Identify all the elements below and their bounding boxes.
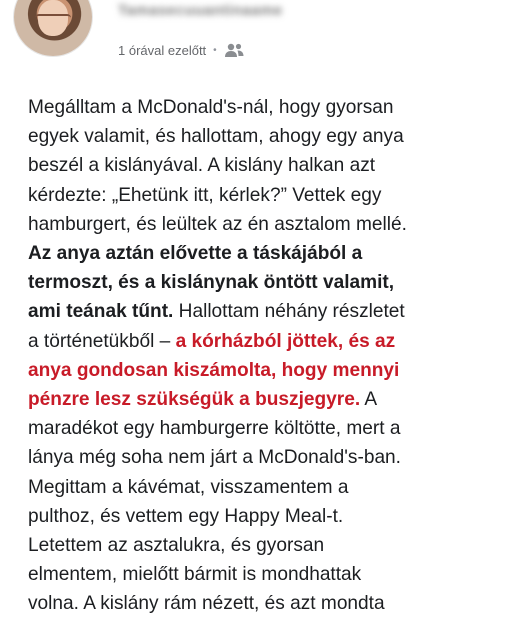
story-line: egyek valamit, és hallottam, ahogy egy anya (28, 126, 404, 148)
story-line (28, 327, 472, 356)
story-line (28, 385, 472, 414)
text-fragment: A (360, 389, 378, 411)
story-line: lánya még soha nem járt a McDonald's-ban. (28, 447, 401, 469)
bold-fragment: ami teának tűnt. (28, 301, 174, 323)
story-line: kérdezte: „Ehetünk itt, kérlek?” Vettek egy (28, 184, 382, 206)
story-line: Megálltam a McDonald's-nál, hogy gyorsan (28, 97, 394, 118)
story-line (28, 297, 472, 326)
friends-icon[interactable] (223, 42, 245, 58)
highlighted-fragment: pénzre lesz szükségük a buszjegyre. (28, 389, 361, 411)
story-line: beszél a kislányával. A kislány halkan azt (28, 155, 376, 177)
post-timestamp[interactable]: 1 órával ezelőtt (118, 42, 207, 58)
avatar-glasses (35, 14, 71, 24)
text-fragment: Hallottam néhány részletet (173, 301, 405, 323)
post-body (28, 93, 472, 619)
story-line-bold: Az anya aztán elővette a táskájából a (28, 243, 363, 265)
meta-separator: • (213, 44, 217, 56)
story-line: hamburgert, és leültek az én asztalom mellé. (28, 213, 407, 235)
story-line: pulthoz, és vettem egy Happy Meal-t. (28, 505, 344, 527)
story-line: maradékot egy hamburgerre költötte, mert a (28, 418, 401, 440)
post-header (0, 0, 512, 80)
story-line-bold: termoszt, és a kislánynak öntött valamit, (28, 272, 395, 294)
story-line: elmentem, mielőtt bármit is mondhattak (28, 564, 362, 586)
post-meta (118, 40, 245, 60)
story-line: volna. A kislány rám nézett, és azt mondta (28, 593, 385, 615)
story-line: Letettem az asztalukra, és gyorsan (28, 535, 325, 557)
story-line-highlighted: anya gondosan kiszámolta, hogy mennyi (28, 359, 400, 381)
story-line: Megittam a kávémat, visszamentem a (28, 476, 349, 498)
text-fragment: a történetükből – (28, 330, 176, 352)
highlighted-fragment: a kórházból jöttek, és az (175, 330, 396, 352)
avatar[interactable] (14, 0, 92, 56)
author-name[interactable]: Tamasecuuantinaame (118, 2, 283, 19)
